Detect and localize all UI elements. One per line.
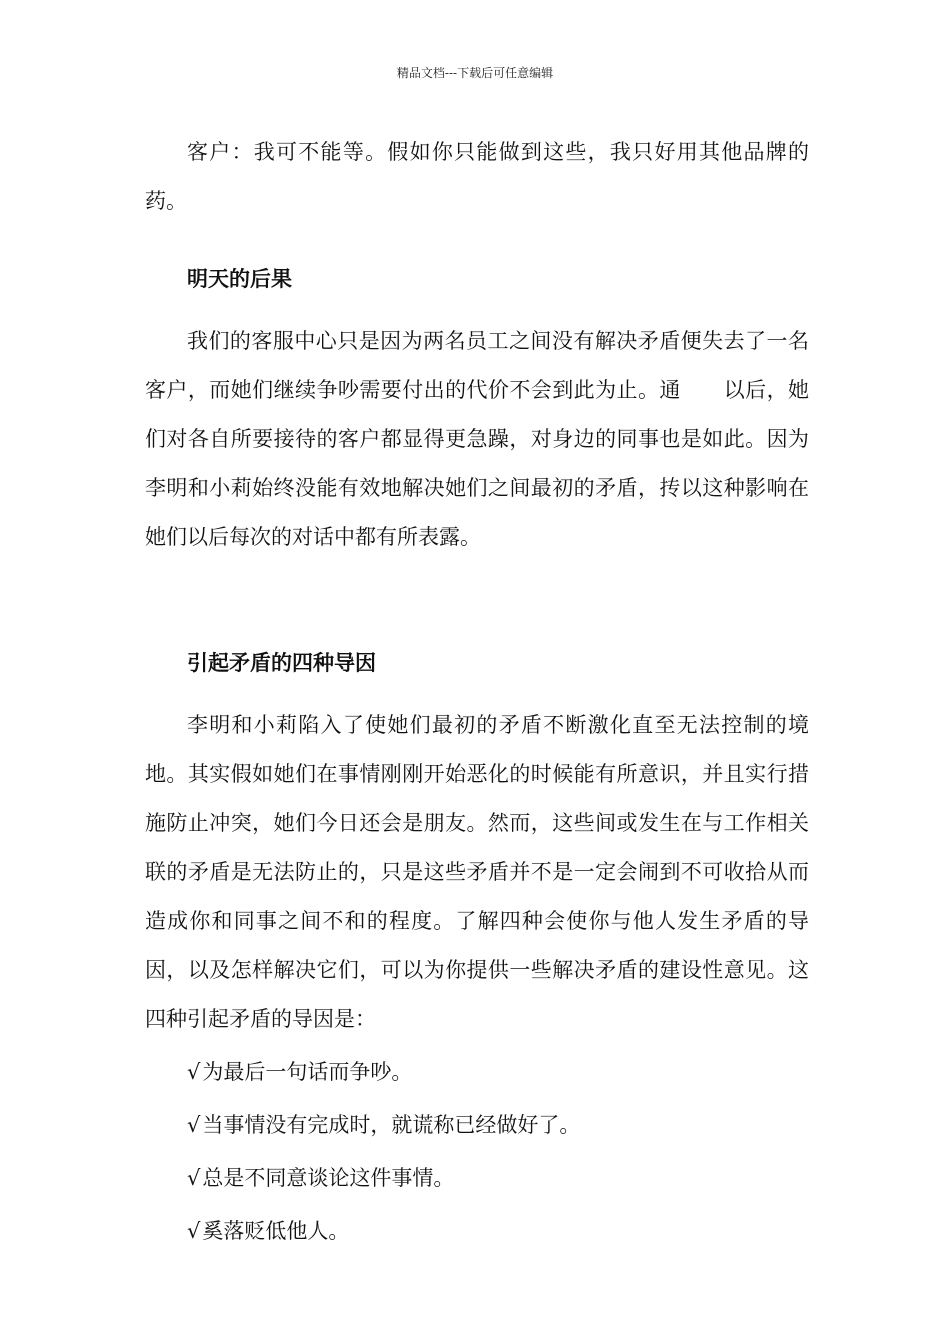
spacer xyxy=(145,562,809,624)
paragraph-consequences: 我们的客服中心只是因为两名员工之间没有解决矛盾便失去了一名客户，而她们继续争吵需要付出的代价不会到此为止。通 以后，她们对各自所要接待的客户都显得更急躁，对身边的同事也是如此。因为李明和小莉始终没能有效地解决她们之间最初的矛盾，抟以这种影响在她们以后每次的对话中都有所表露。 xyxy=(145,329,809,549)
check-mark-icon: √ xyxy=(187,1219,201,1243)
checklist-item xyxy=(145,1154,809,1203)
page-header: 精品文档---下载后可任意编辑 xyxy=(396,66,554,80)
document-body xyxy=(145,128,809,1256)
checklist-item xyxy=(145,1048,809,1097)
spacer xyxy=(145,687,809,701)
section-heading-four-causes: 引起矛盾的四种导因 xyxy=(187,650,376,675)
section-heading-consequences: 明天的后果 xyxy=(187,266,292,291)
checklist-item xyxy=(145,1207,809,1256)
checklist-item-text: 奚落贬低他人。 xyxy=(202,1219,350,1243)
checklist-item xyxy=(145,1101,809,1150)
check-mark-icon: √ xyxy=(187,1166,201,1190)
checklist-item-text: 总是不同意谈论这件事情。 xyxy=(202,1166,455,1190)
checklist-item-text: 当事情没有完成时，就谎称已经做好了。 xyxy=(202,1113,581,1137)
spacer xyxy=(145,303,809,317)
checklist-item-text: 为最后一句话而争吵。 xyxy=(202,1060,413,1084)
paragraph-customer-reply: 客户：我可不能等。假如你只能做到这些，我只好用其他品牌的药。 xyxy=(145,140,809,213)
paragraph-four-causes: 李明和小莉陷入了使她们最初的矛盾不断激化直至无法控制的境地。其实假如她们在事情刚刚开始恶化的时候能有所意识，并且实行措施防止冲突，她们今日还会是朋友。然而，这些间或发生在与工作相关联的矛盾是无法防止的，只是这些矛盾并不是一定会闹到不可收拾从而造成你和同事之间不和的程度。了解四种会使你与他人发生矛盾的导因，以及怎样解决它们，可以为你提供一些解决矛盾的建设性意见。这四种引起矛盾的导因是： xyxy=(145,713,809,1031)
spacer xyxy=(145,226,809,240)
check-mark-icon: √ xyxy=(187,1113,201,1137)
check-mark-icon: √ xyxy=(187,1060,201,1084)
